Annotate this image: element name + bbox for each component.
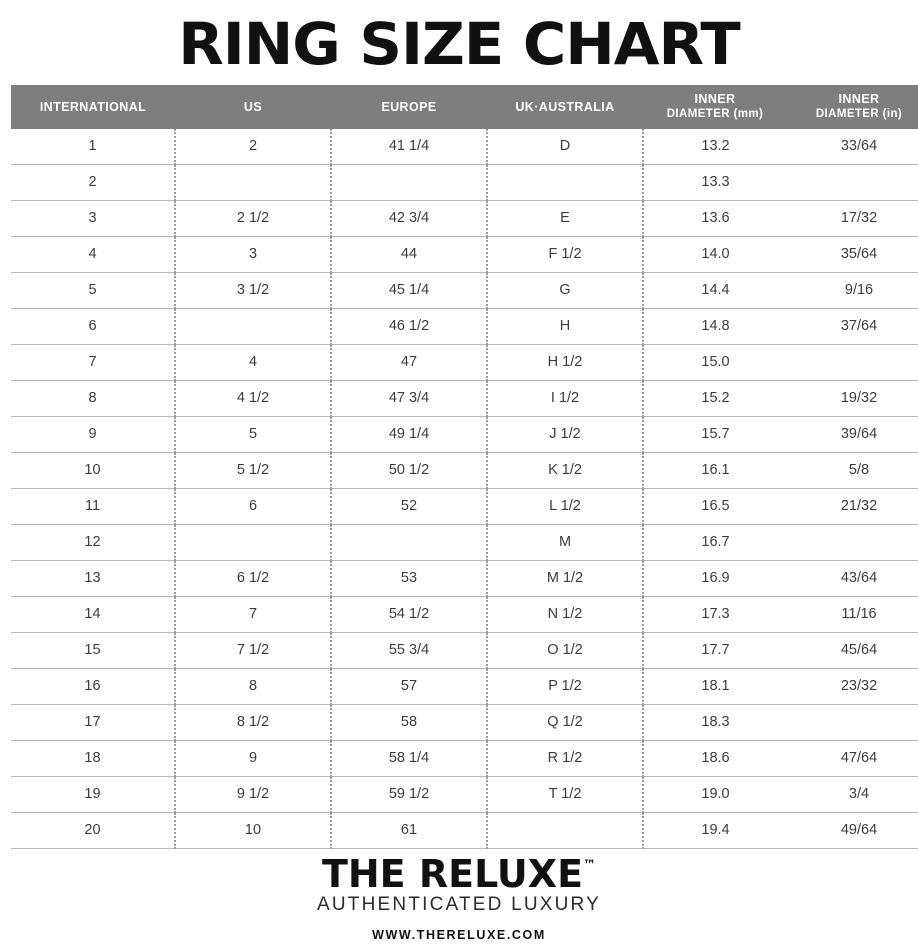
cell-inner-diameter-in: 35/64 xyxy=(787,236,918,272)
cell-us: 6 xyxy=(175,488,331,524)
cell-inner-diameter-in: 43/64 xyxy=(787,560,918,596)
cell-international: 7 xyxy=(11,344,175,380)
column-header-uk-australia-line1: UK·AUSTRALIA xyxy=(515,99,615,114)
table-row xyxy=(11,704,918,740)
cell-inner-diameter-in: 23/32 xyxy=(787,668,918,704)
ring-size-table xyxy=(11,85,918,849)
cell-international: 3 xyxy=(11,200,175,236)
cell-uk-australia: O 1/2 xyxy=(487,632,643,668)
cell-us: 6 1/2 xyxy=(175,560,331,596)
cell-us: 5 xyxy=(175,416,331,452)
cell-international: 9 xyxy=(11,416,175,452)
page-title: RING SIZE CHART xyxy=(178,10,740,78)
table-row xyxy=(11,776,918,812)
column-header-us xyxy=(175,85,331,129)
cell-inner-diameter-mm: 14.0 xyxy=(643,236,787,272)
cell-us: 7 xyxy=(175,596,331,632)
column-header-international xyxy=(11,85,175,129)
cell-inner-diameter-mm: 16.9 xyxy=(643,560,787,596)
cell-inner-diameter-mm: 16.5 xyxy=(643,488,787,524)
cell-europe: 41 1/4 xyxy=(331,129,487,165)
cell-us: 7 1/2 xyxy=(175,632,331,668)
cell-international: 17 xyxy=(11,704,175,740)
cell-uk-australia: P 1/2 xyxy=(487,668,643,704)
cell-uk-australia: Q 1/2 xyxy=(487,704,643,740)
table-row xyxy=(11,560,918,596)
table-header xyxy=(11,85,918,129)
column-header-inner-diameter-in xyxy=(787,85,918,129)
cell-europe xyxy=(331,524,487,560)
cell-inner-diameter-in: 11/16 xyxy=(787,596,918,632)
table-body xyxy=(11,129,918,849)
cell-inner-diameter-in: 39/64 xyxy=(787,416,918,452)
table-row xyxy=(11,416,918,452)
cell-us xyxy=(175,308,331,344)
cell-international: 18 xyxy=(11,740,175,776)
column-header-europe-line1: EUROPE xyxy=(381,99,437,114)
cell-uk-australia xyxy=(487,164,643,200)
cell-uk-australia: E xyxy=(487,200,643,236)
cell-international: 1 xyxy=(11,129,175,165)
cell-europe: 55 3/4 xyxy=(331,632,487,668)
cell-uk-australia: L 1/2 xyxy=(487,488,643,524)
table-row xyxy=(11,812,918,848)
cell-uk-australia: M xyxy=(487,524,643,560)
column-header-uk-australia xyxy=(487,85,643,129)
cell-uk-australia: J 1/2 xyxy=(487,416,643,452)
cell-europe: 47 3/4 xyxy=(331,380,487,416)
cell-inner-diameter-in xyxy=(787,704,918,740)
cell-europe: 54 1/2 xyxy=(331,596,487,632)
cell-inner-diameter-in xyxy=(787,344,918,380)
cell-europe: 44 xyxy=(331,236,487,272)
trademark-symbol: ™ xyxy=(583,857,597,873)
cell-us: 10 xyxy=(175,812,331,848)
column-header-inner-diameter-in-line1: INNER xyxy=(838,92,880,107)
cell-inner-diameter-mm: 18.6 xyxy=(643,740,787,776)
cell-us: 8 xyxy=(175,668,331,704)
cell-inner-diameter-mm: 14.4 xyxy=(643,272,787,308)
cell-us: 5 1/2 xyxy=(175,452,331,488)
cell-international: 16 xyxy=(11,668,175,704)
cell-uk-australia: I 1/2 xyxy=(487,380,643,416)
table-row xyxy=(11,668,918,704)
cell-inner-diameter-in: 45/64 xyxy=(787,632,918,668)
cell-uk-australia xyxy=(487,812,643,848)
table-row xyxy=(11,236,918,272)
cell-europe: 45 1/4 xyxy=(331,272,487,308)
cell-inner-diameter-mm: 18.3 xyxy=(643,704,787,740)
cell-us: 9 xyxy=(175,740,331,776)
cell-inner-diameter-mm: 14.8 xyxy=(643,308,787,344)
cell-international: 20 xyxy=(11,812,175,848)
cell-inner-diameter-in: 19/32 xyxy=(787,380,918,416)
column-header-international-line1: INTERNATIONAL xyxy=(39,99,147,114)
cell-inner-diameter-in: 3/4 xyxy=(787,776,918,812)
column-header-europe xyxy=(331,85,487,129)
column-header-inner-diameter-mm xyxy=(643,85,787,129)
cell-uk-australia: N 1/2 xyxy=(487,596,643,632)
cell-us: 8 1/2 xyxy=(175,704,331,740)
table-row xyxy=(11,164,918,200)
table-row xyxy=(11,344,918,380)
cell-inner-diameter-in xyxy=(787,164,918,200)
cell-uk-australia: M 1/2 xyxy=(487,560,643,596)
cell-inner-diameter-in: 33/64 xyxy=(787,129,918,165)
table-row xyxy=(11,380,918,416)
cell-europe: 42 3/4 xyxy=(331,200,487,236)
cell-us xyxy=(175,524,331,560)
cell-inner-diameter-mm: 13.2 xyxy=(643,129,787,165)
cell-inner-diameter-mm: 13.3 xyxy=(643,164,787,200)
cell-us: 4 1/2 xyxy=(175,380,331,416)
cell-inner-diameter-mm: 13.6 xyxy=(643,200,787,236)
cell-international: 15 xyxy=(11,632,175,668)
cell-inner-diameter-mm: 15.7 xyxy=(643,416,787,452)
cell-international: 13 xyxy=(11,560,175,596)
table-row xyxy=(11,452,918,488)
table-row xyxy=(11,129,918,165)
cell-inner-diameter-mm: 19.4 xyxy=(643,812,787,848)
column-header-inner-diameter-in-line2: DIAMETER (in) xyxy=(815,108,903,121)
cell-us: 4 xyxy=(175,344,331,380)
cell-us: 3 xyxy=(175,236,331,272)
cell-inner-diameter-mm: 15.0 xyxy=(643,344,787,380)
column-header-us-line1: US xyxy=(243,99,263,114)
table-row xyxy=(11,596,918,632)
cell-inner-diameter-mm: 19.0 xyxy=(643,776,787,812)
cell-europe: 49 1/4 xyxy=(331,416,487,452)
cell-inner-diameter-in xyxy=(787,524,918,560)
cell-international: 2 xyxy=(11,164,175,200)
cell-international: 6 xyxy=(11,308,175,344)
cell-inner-diameter-mm: 17.3 xyxy=(643,596,787,632)
column-header-inner-diameter-mm-line1: INNER xyxy=(694,92,736,107)
cell-europe: 61 xyxy=(331,812,487,848)
cell-inner-diameter-mm: 16.1 xyxy=(643,452,787,488)
cell-europe xyxy=(331,164,487,200)
brand-name xyxy=(321,851,597,896)
table-row xyxy=(11,308,918,344)
cell-inner-diameter-in: 5/8 xyxy=(787,452,918,488)
cell-us: 3 1/2 xyxy=(175,272,331,308)
brand-tagline: AUTHENTICATED LUXURY xyxy=(317,893,601,915)
cell-europe: 58 1/4 xyxy=(331,740,487,776)
table-row xyxy=(11,200,918,236)
cell-europe: 58 xyxy=(331,704,487,740)
cell-inner-diameter-mm: 15.2 xyxy=(643,380,787,416)
column-header-inner-diameter-mm-line2: DIAMETER (mm) xyxy=(666,108,764,121)
cell-inner-diameter-mm: 18.1 xyxy=(643,668,787,704)
cell-europe: 47 xyxy=(331,344,487,380)
cell-us xyxy=(175,164,331,200)
cell-international: 12 xyxy=(11,524,175,560)
cell-inner-diameter-in: 37/64 xyxy=(787,308,918,344)
cell-europe: 53 xyxy=(331,560,487,596)
cell-international: 8 xyxy=(11,380,175,416)
cell-inner-diameter-mm: 17.7 xyxy=(643,632,787,668)
table-row xyxy=(11,488,918,524)
table-header-row xyxy=(11,85,918,129)
cell-europe: 52 xyxy=(331,488,487,524)
cell-international: 5 xyxy=(11,272,175,308)
cell-us: 9 1/2 xyxy=(175,776,331,812)
cell-inner-diameter-in: 21/32 xyxy=(787,488,918,524)
cell-us: 2 xyxy=(175,129,331,165)
cell-inner-diameter-in: 49/64 xyxy=(787,812,918,848)
brand-name-text: THE RELUXE xyxy=(321,851,584,896)
table-row xyxy=(11,740,918,776)
cell-uk-australia: R 1/2 xyxy=(487,740,643,776)
cell-inner-diameter-in: 47/64 xyxy=(787,740,918,776)
cell-us: 2 1/2 xyxy=(175,200,331,236)
cell-uk-australia: H xyxy=(487,308,643,344)
cell-inner-diameter-mm: 16.7 xyxy=(643,524,787,560)
cell-inner-diameter-in: 17/32 xyxy=(787,200,918,236)
table-row xyxy=(11,632,918,668)
cell-inner-diameter-in: 9/16 xyxy=(787,272,918,308)
footer xyxy=(0,849,918,952)
cell-uk-australia: T 1/2 xyxy=(487,776,643,812)
website-url: WWW.THERELUXE.COM xyxy=(372,927,546,942)
cell-international: 19 xyxy=(11,776,175,812)
table-row xyxy=(11,524,918,560)
cell-uk-australia: F 1/2 xyxy=(487,236,643,272)
cell-uk-australia: K 1/2 xyxy=(487,452,643,488)
cell-uk-australia: G xyxy=(487,272,643,308)
cell-europe: 46 1/2 xyxy=(331,308,487,344)
cell-europe: 57 xyxy=(331,668,487,704)
cell-international: 10 xyxy=(11,452,175,488)
cell-uk-australia: D xyxy=(487,129,643,165)
cell-uk-australia: H 1/2 xyxy=(487,344,643,380)
table-row xyxy=(11,272,918,308)
cell-international: 11 xyxy=(11,488,175,524)
cell-europe: 50 1/2 xyxy=(331,452,487,488)
cell-international: 4 xyxy=(11,236,175,272)
cell-international: 14 xyxy=(11,596,175,632)
cell-europe: 59 1/2 xyxy=(331,776,487,812)
